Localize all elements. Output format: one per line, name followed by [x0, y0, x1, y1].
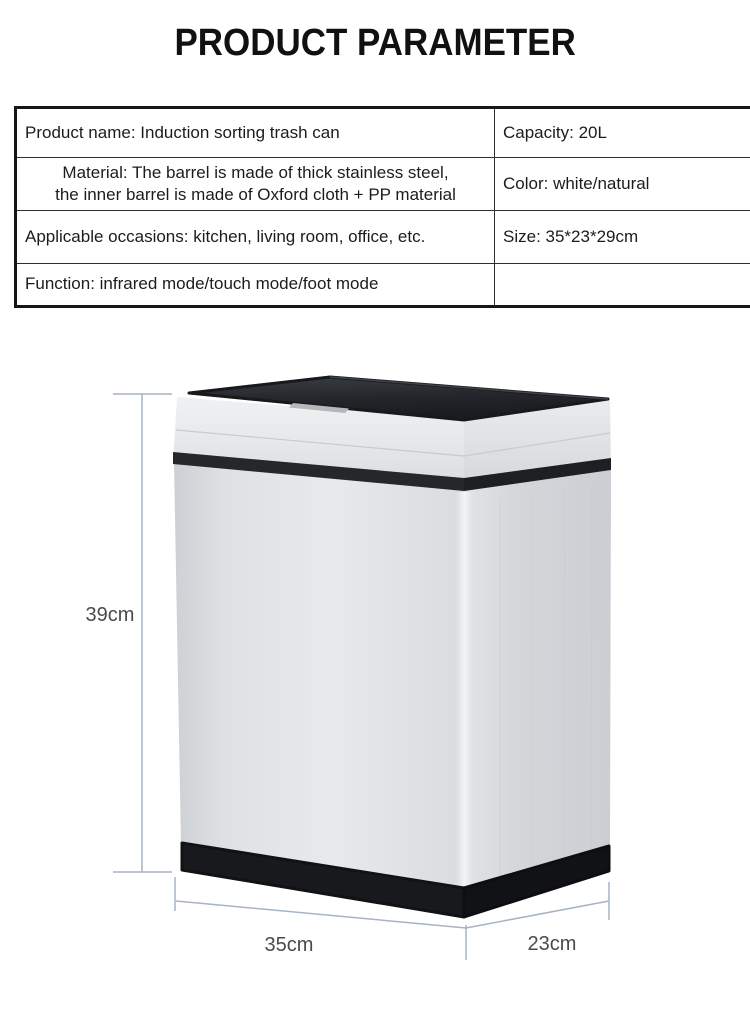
height-dimension-label: 39cm — [85, 604, 135, 626]
table-row — [16, 264, 750, 307]
spec-text: Applicable occasions: kitchen, living room, office, etc. — [25, 226, 426, 246]
spec-cell-color — [495, 158, 750, 211]
table-row — [16, 158, 750, 211]
spec-cell-material — [16, 158, 495, 211]
width-dimension-label: 35cm — [264, 934, 314, 956]
spec-cell-capacity — [495, 108, 750, 158]
corner-highlight — [456, 492, 472, 886]
spec-cell-function — [16, 264, 495, 307]
spec-text: Material: The barrel is made of thick stainless steel, — [62, 162, 449, 182]
spec-text: Product name: Induction sorting trash can — [25, 122, 340, 142]
spec-text: the inner barrel is made of Oxford cloth + PP material — [55, 185, 456, 204]
trash-can-image — [173, 377, 611, 917]
page-title-text: PRODUCT PARAMETER — [174, 22, 576, 64]
spec-cell-product-name — [16, 108, 495, 158]
page-title — [0, 24, 750, 64]
product-figure — [0, 360, 750, 1012]
spec-text: Capacity: 20L — [503, 122, 607, 142]
spec-table — [14, 106, 750, 308]
spec-cell-size — [495, 211, 750, 264]
spec-cell-occasions — [16, 211, 495, 264]
spec-cell-empty — [495, 264, 750, 307]
table-row — [16, 108, 750, 158]
spec-text: Function: infrared mode/touch mode/foot mode — [25, 274, 379, 294]
can-body-side — [464, 470, 611, 890]
spec-text: Color: white/natural — [503, 173, 650, 193]
depth-dimension-label: 23cm — [527, 933, 577, 955]
table-row — [16, 211, 750, 264]
can-body-front — [174, 462, 464, 890]
spec-text: Size: 35*23*29cm — [503, 226, 639, 246]
